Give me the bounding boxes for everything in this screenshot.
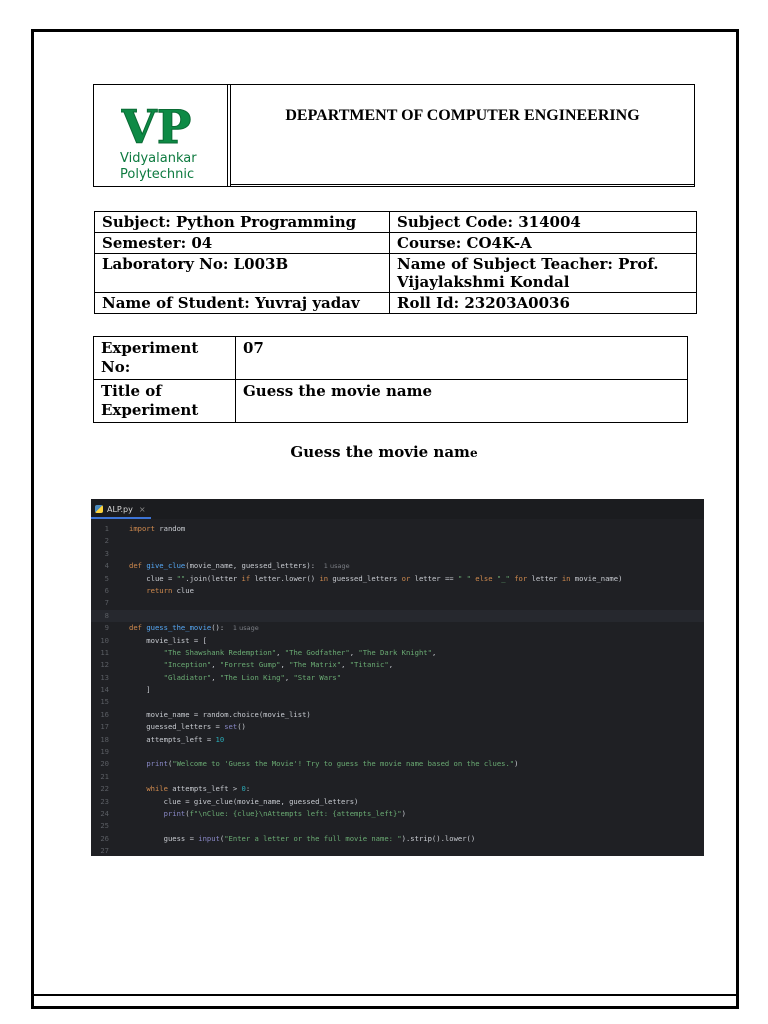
code-text: ] (129, 685, 151, 695)
semester-cell: Semester: 04 (95, 233, 390, 254)
code-line (91, 721, 704, 733)
info-row (95, 293, 697, 314)
info-row (95, 233, 697, 254)
experiment-title-label: Title of Experiment (94, 380, 236, 423)
code-text: "The Shawshank Redemption", "The Godfather", "The Dark Knight", (163, 647, 437, 657)
code-text: return clue (146, 585, 194, 595)
logo-line-2: Polytechnic (120, 167, 195, 182)
line-number: 22 (100, 784, 109, 794)
header-box (93, 84, 695, 187)
line-number: 1 (104, 524, 109, 533)
code-line (91, 783, 704, 795)
code-text: clue = give_clue(movie_name, guessed_letters) (129, 796, 359, 806)
editor-tab (95, 499, 146, 519)
code-line (91, 808, 704, 820)
section-title-tail: e (469, 446, 478, 460)
vp-logo-icon (121, 103, 205, 147)
line-number: 13 (100, 672, 109, 682)
line-number: 24 (100, 808, 109, 818)
code-line (91, 746, 704, 758)
code-text: print("Welcome to 'Guess the Movie'! Try to guess the movie name based on the clues.") (146, 759, 519, 769)
line-number: 5 (104, 573, 109, 583)
line-number: 8 (104, 610, 109, 620)
line-number: 9 (104, 623, 109, 633)
code-body (91, 523, 704, 856)
logo-line-1: Vidyalankar (120, 151, 197, 166)
line-number: 4 (104, 561, 109, 571)
line-number: 17 (100, 722, 109, 732)
code-text: import random (129, 524, 186, 533)
code-text: guess = input("Enter a letter or the full movie name: ").strip().lower() (129, 833, 476, 843)
close-icon: × (138, 504, 146, 514)
info-row (95, 212, 697, 233)
logo-letters: VP (121, 103, 192, 147)
logo-cell (94, 85, 228, 186)
code-text: "Gladiator", "The Lion King", "Star Wars" (163, 672, 342, 682)
subject-cell: Subject: Python Programming (95, 212, 390, 233)
code-screenshot (91, 499, 704, 856)
line-number: 23 (100, 796, 109, 806)
section-title-main: Guess the movie nam (290, 443, 470, 461)
section-title (0, 443, 768, 461)
code-line (91, 672, 704, 684)
line-number: 11 (100, 647, 109, 657)
python-file-icon (95, 505, 103, 513)
code-line (91, 573, 704, 585)
line-number: 19 (100, 747, 109, 757)
course-cell: Course: CO4K-A (390, 233, 697, 254)
code-line (91, 647, 704, 659)
usage-hint: 1 usage (323, 562, 350, 571)
header-divider (230, 85, 231, 186)
info-row (95, 254, 697, 293)
line-number: 12 (100, 660, 109, 670)
line-number: 7 (104, 598, 109, 608)
line-number: 10 (100, 635, 109, 645)
code-line (91, 771, 704, 783)
code-line (91, 635, 704, 647)
editor-tab-filename: ALP.py (107, 504, 133, 514)
teacher-cell: Name of Subject Teacher: Prof. Vijaylakshmi Kondal (390, 254, 697, 293)
code-text: "Inception", "Forrest Gump", "The Matrix", "Titanic", (163, 660, 394, 670)
code-line (91, 622, 704, 634)
line-number: 20 (100, 759, 109, 769)
experiment-no-label: Experiment No: (94, 337, 236, 380)
code-line (91, 597, 704, 609)
code-text: while attempts_left > 0: (146, 784, 251, 794)
line-number: 26 (100, 833, 109, 843)
experiment-row (94, 380, 688, 423)
code-text: print(f"\nClue: {clue}\nAttempts left: {attempts_left}") (163, 808, 406, 818)
code-text: movie_list = [ (129, 635, 207, 645)
bottom-rule (31, 994, 736, 996)
code-line (91, 684, 704, 696)
code-line (91, 548, 704, 560)
experiment-title-value: Guess the movie name (236, 380, 688, 423)
code-text: attempts_left = 10 (129, 734, 225, 744)
line-number: 18 (100, 734, 109, 744)
line-number: 25 (100, 821, 109, 831)
code-line (91, 833, 704, 845)
line-number: 14 (100, 685, 109, 695)
code-line (91, 523, 704, 535)
line-number: 27 (100, 846, 109, 856)
code-line (91, 610, 704, 622)
code-text: def give_clue(movie_name, guessed_letters): 1 usage (129, 561, 350, 571)
code-text: clue = "".join(letter if letter.lower() in guessed_letters or letter == " " else "_" for letter in movie_name) (129, 573, 623, 583)
code-line (91, 535, 704, 547)
code-text: def guess_the_movie(): 1 usage (129, 623, 259, 633)
code-text: guessed_letters = set() (129, 722, 246, 732)
code-line (91, 659, 704, 671)
code-line (91, 734, 704, 746)
code-line (91, 560, 704, 572)
department-title: DEPARTMENT OF COMPUTER ENGINEERING (285, 107, 640, 124)
line-number: 16 (100, 709, 109, 719)
info-table (94, 211, 697, 314)
code-line (91, 709, 704, 721)
line-number: 3 (104, 548, 109, 558)
student-cell: Name of Student: Yuvraj yadav (95, 293, 390, 314)
line-number: 21 (100, 771, 109, 781)
lab-no-cell: Laboratory No: L003B (95, 254, 390, 293)
subject-code-cell: Subject Code: 314004 (390, 212, 697, 233)
active-tab-indicator (91, 517, 151, 519)
code-line (91, 585, 704, 597)
code-line (91, 696, 704, 708)
experiment-no-value: 07 (236, 337, 688, 380)
code-text: movie_name = random.choice(movie_list) (129, 709, 311, 719)
code-line (91, 820, 704, 832)
line-number: 2 (104, 536, 109, 546)
editor-tab-bar (91, 499, 704, 519)
code-line (91, 758, 704, 770)
roll-id-cell: Roll Id: 23203A0036 (390, 293, 697, 314)
usage-hint: 1 usage (232, 624, 259, 633)
code-line (91, 796, 704, 808)
experiment-table (93, 336, 688, 423)
experiment-row (94, 337, 688, 380)
header-bottom-rule (231, 184, 694, 185)
code-line (91, 845, 704, 856)
line-number: 6 (104, 585, 109, 595)
line-number: 15 (100, 697, 109, 707)
